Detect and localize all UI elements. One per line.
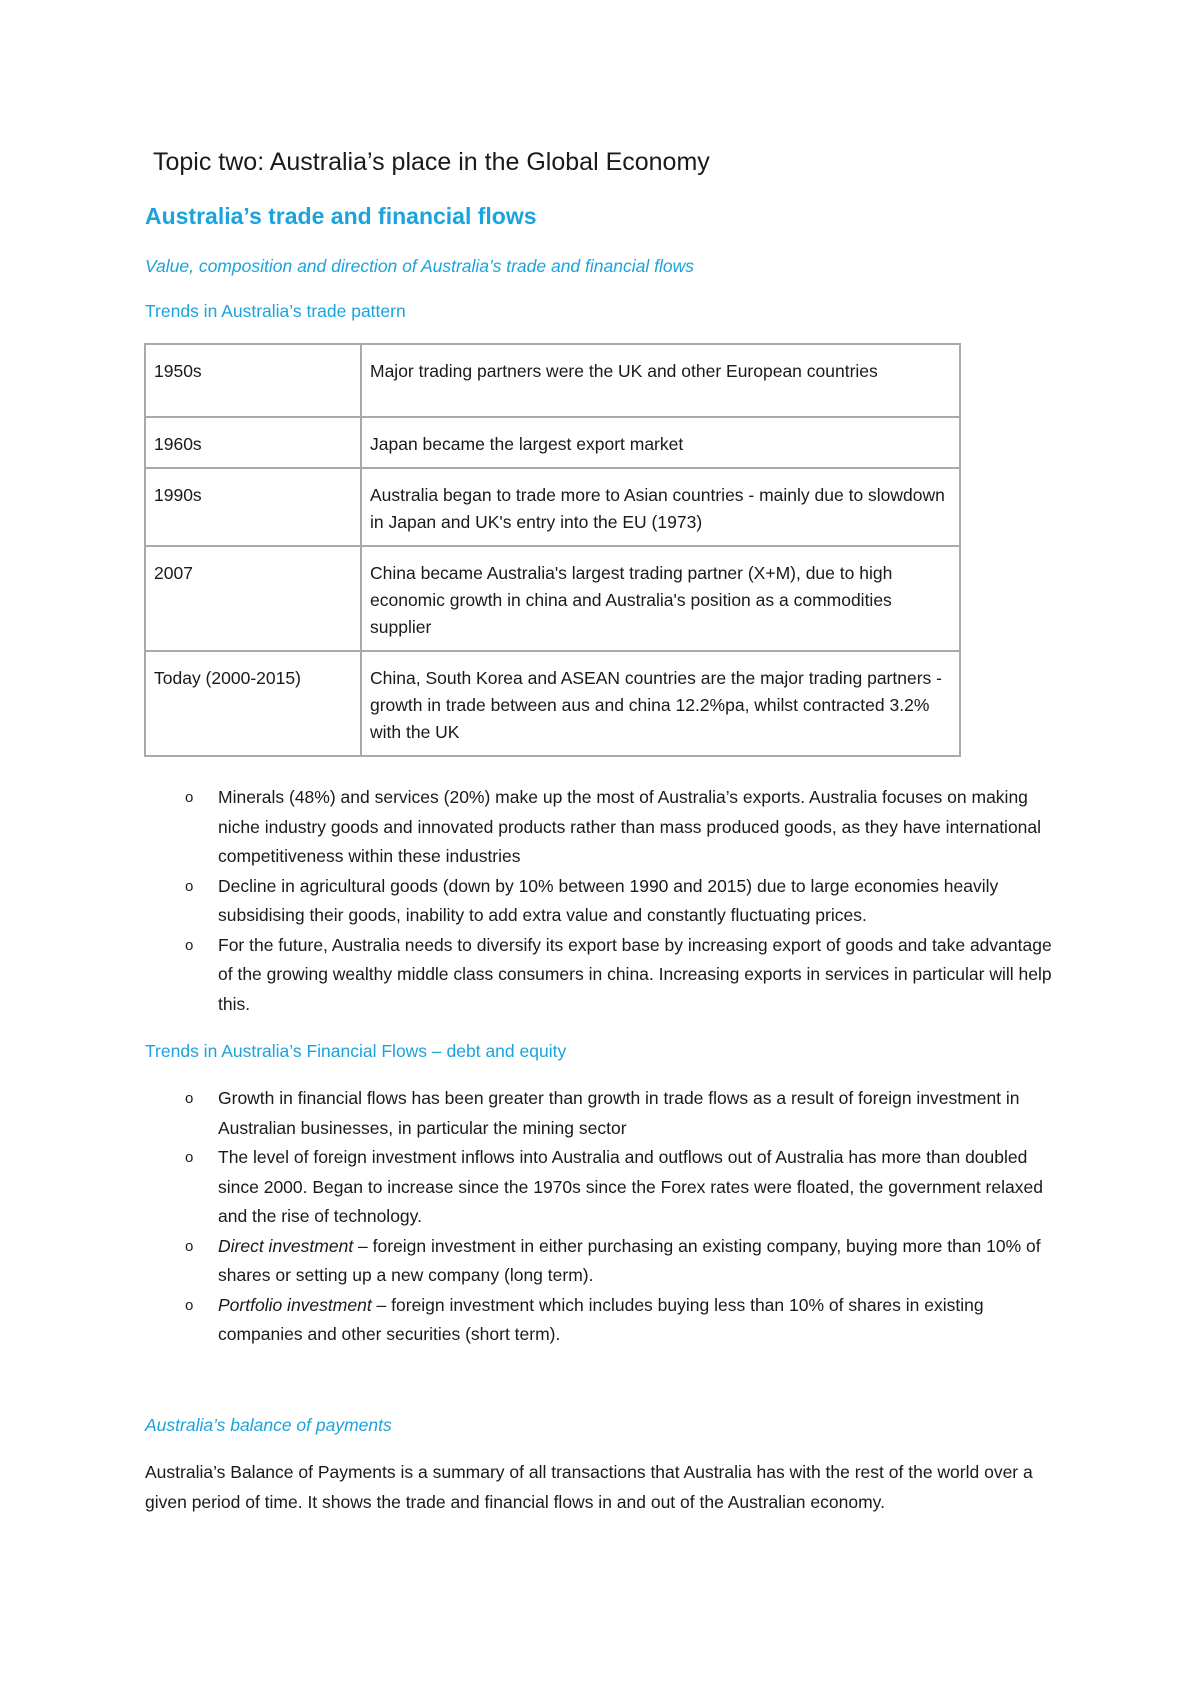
bullet-marker: o	[185, 1090, 194, 1107]
period-cell: 1960s	[145, 417, 361, 468]
trade-trends-table	[144, 343, 961, 757]
description-cell: Australia began to trade more to Asian countries - mainly due to slowdown in Japan and UK's entry into the EU (1973)	[361, 468, 960, 546]
list-item	[185, 1084, 1068, 1143]
list-item-text: Decline in agricultural goods (down by 10% between 1990 and 2015) due to large economies heavily subsidising their goods, inability to add extra value and constantly fluctuating prices.	[218, 875, 999, 925]
document-title: Topic two: Australia’s place in the Global Economy	[153, 148, 710, 176]
list-item-text: Minerals (48%) and services (20%) make up the most of Australia’s exports. Australia focuses on making niche industry goods and innovated products rather than mass produced goods, as they have international competitiveness within these industries	[218, 787, 1042, 866]
period-cell: 1950s	[145, 344, 361, 417]
section-heading: Australia’s trade and financial flows	[145, 203, 537, 229]
balance-of-payments-paragraph: Australia’s Balance of Payments is a summary of all transactions that Australia has with the rest of the world over a given period of time. It shows the trade and financial flows in and out of the Australian economy.	[145, 1462, 1033, 1512]
list-item	[185, 931, 1068, 1020]
list-item-text: The level of foreign investment inflows into Australia and outflows out of Australia has more than doubled since 2000. Began to increase since the 1970s since the Forex rates were floated, the government relaxed and the rise of technology.	[218, 1147, 1043, 1226]
list-item-text: – foreign investment which includes buying less than 10% of shares in existing companies and other securities (short term).	[218, 1294, 984, 1344]
list-item-text: For the future, Australia needs to diversify its export base by increasing export of goods and take advantage of the growing wealthy middle class consumers in china. Increasing exports in services in particular will help this.	[218, 934, 1052, 1014]
period-cell: Today (2000-2015)	[145, 651, 361, 756]
table-row	[145, 546, 960, 651]
table-row	[145, 651, 960, 756]
table-row	[145, 468, 960, 546]
balance-of-payments-heading: Australia’s balance of payments	[145, 1415, 392, 1435]
period-cell: 1990s	[145, 468, 361, 546]
trade-pattern-heading: Trends in Australia’s trade pattern	[145, 301, 406, 321]
bullet-marker: o	[185, 936, 194, 954]
description-cell: China, South Korea and ASEAN countries are the major trading partners - growth in trade between aus and china 12.2%pa, whilst contracted 3.2% with the UK	[361, 651, 960, 756]
term-label: Portfolio investment	[218, 1294, 372, 1315]
bullet-marker: o	[185, 1237, 194, 1255]
description-cell: Major trading partners were the UK and other European countries	[361, 344, 960, 417]
list-item	[185, 1291, 1068, 1350]
list-item	[185, 1232, 1068, 1291]
table-row	[145, 344, 960, 417]
list-item	[185, 1143, 1068, 1232]
period-cell: 2007	[145, 546, 361, 651]
list-item	[185, 872, 1068, 931]
bullet-marker: o	[185, 789, 194, 806]
list-item-text: Growth in financial flows has been greater than growth in trade flows as a result of foreign investment in Australian businesses, in particular the mining sector	[218, 1088, 1020, 1138]
term-label: Direct investment	[218, 1235, 354, 1256]
financial-bullet-list	[185, 1084, 1068, 1350]
bullet-marker: o	[185, 1296, 194, 1314]
financial-flows-heading: Trends in Australia’s Financial Flows – debt and equity	[145, 1041, 567, 1061]
list-item-text: – foreign investment in either purchasing an existing company, buying more than 10% of shares or setting up a new company (long term).	[218, 1235, 1041, 1285]
description-cell: China became Australia's largest trading partner (X+M), due to high economic growth in china and Australia's position as a commodities supplier	[361, 546, 960, 651]
table-row	[145, 417, 960, 468]
description-cell: Japan became the largest export market	[361, 417, 960, 468]
bullet-marker: o	[185, 877, 194, 895]
trade-bullet-list	[185, 783, 1068, 1019]
list-item	[185, 783, 1068, 872]
section-subheading: Value, composition and direction of Australia’s trade and financial flows	[145, 256, 694, 276]
bullet-marker: o	[185, 1149, 194, 1166]
